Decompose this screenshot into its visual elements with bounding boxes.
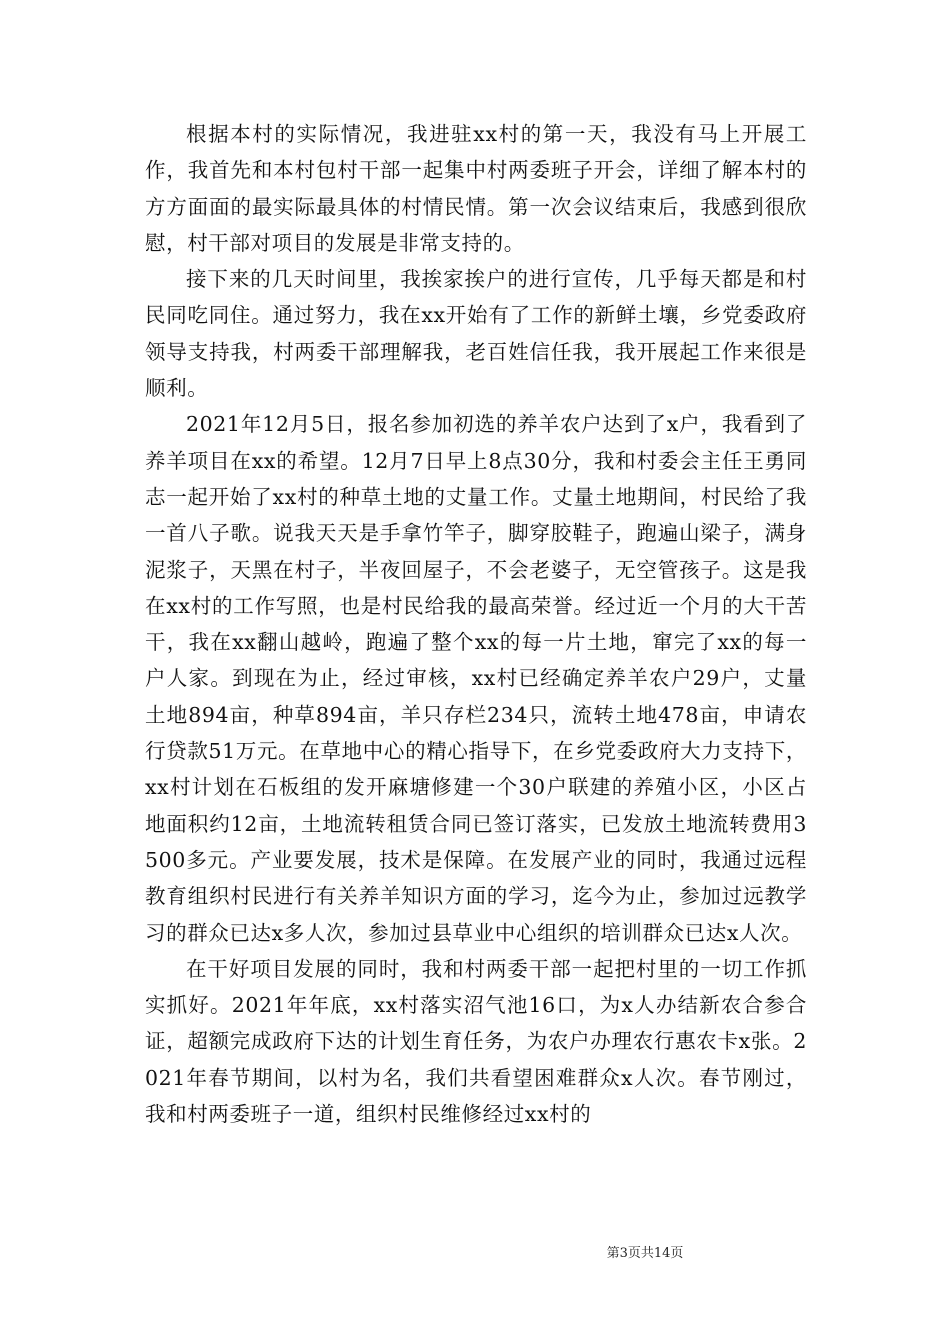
paragraph-2: 接下来的几天时间里，我挨家挨户的进行宣传，几乎每天都是和村民同吃同住。通过努力，我在xx开始有了工作的新鲜土壤，乡党委政府领导支持我，村两委干部理解我，老百姓信任我，我开展起工作来很是顺利。 [145,267,807,401]
document-body [145,116,807,1132]
page-number-footer: 第3页共14页 [606,1246,684,1261]
paragraph-3: 2021年12月5日，报名参加初选的养羊农户达到了x户，我看到了养羊项目在xx的希望。12月7日早上8点30分，我和村委会主任王勇同志一起开始了xx村的种草土地的丈量工作。丈量土地期间，村民给了我一首八子歌。说我天天是手拿竹竿子，脚穿胶鞋子，跑遍山梁子，满身泥浆子，天黑在村子，半夜回屋子，不会老婆子，无空管孩子。这是我在xx村的工作写照，也是村民给我的最高荣誉。经过近一个月的大干苦干，我在xx翻山越岭，跑遍了整个xx的每一片土地，窜完了xx的每一户人家。到现在为止，经过审核，xx村已经确定养羊农户29户，丈量土地894亩，种草894亩，羊只存栏234只，流转土地478亩，申请农行贷款51万元。在草地中心的精心指导下，在乡党委政府大力支持下，xx村计划在石板组的发开麻塘修建一个30户联建的养殖小区，小区占地面积约12亩，土地流转租赁合同已签订落实，已发放土地流转费用3500多元。产业要发展，技术是保障。在发展产业的同时，我通过远程教育组织村民进行有关养羊知识方面的学习，迄今为止，参加过远教学习的群众已达x多人次，参加过县草业中心组织的培训群众已达x人次。 [145,412,807,945]
paragraph-4: 在干好项目发展的同时，我和村两委干部一起把村里的一切工作抓实抓好。2021年年底，xx村落实沼气池16口，为x人办结新农合参合证，超额完成政府下达的计划生育任务，为农户办理农行惠农卡x张。2021年春节期间，以村为名，我们共看望困难群众x人次。春节刚过，我和村两委班子一道，组织村民维修经过xx村的 [145,956,807,1127]
paragraph-1: 根据本村的实际情况，我进驻xx村的第一天，我没有马上开展工作，我首先和本村包村干部一起集中村两委班子开会，详细了解本村的方方面面的最实际最具体的村情民情。第一次会议结束后，我感到很欣慰，村干部对项目的发展是非常支持的。 [145,122,807,255]
